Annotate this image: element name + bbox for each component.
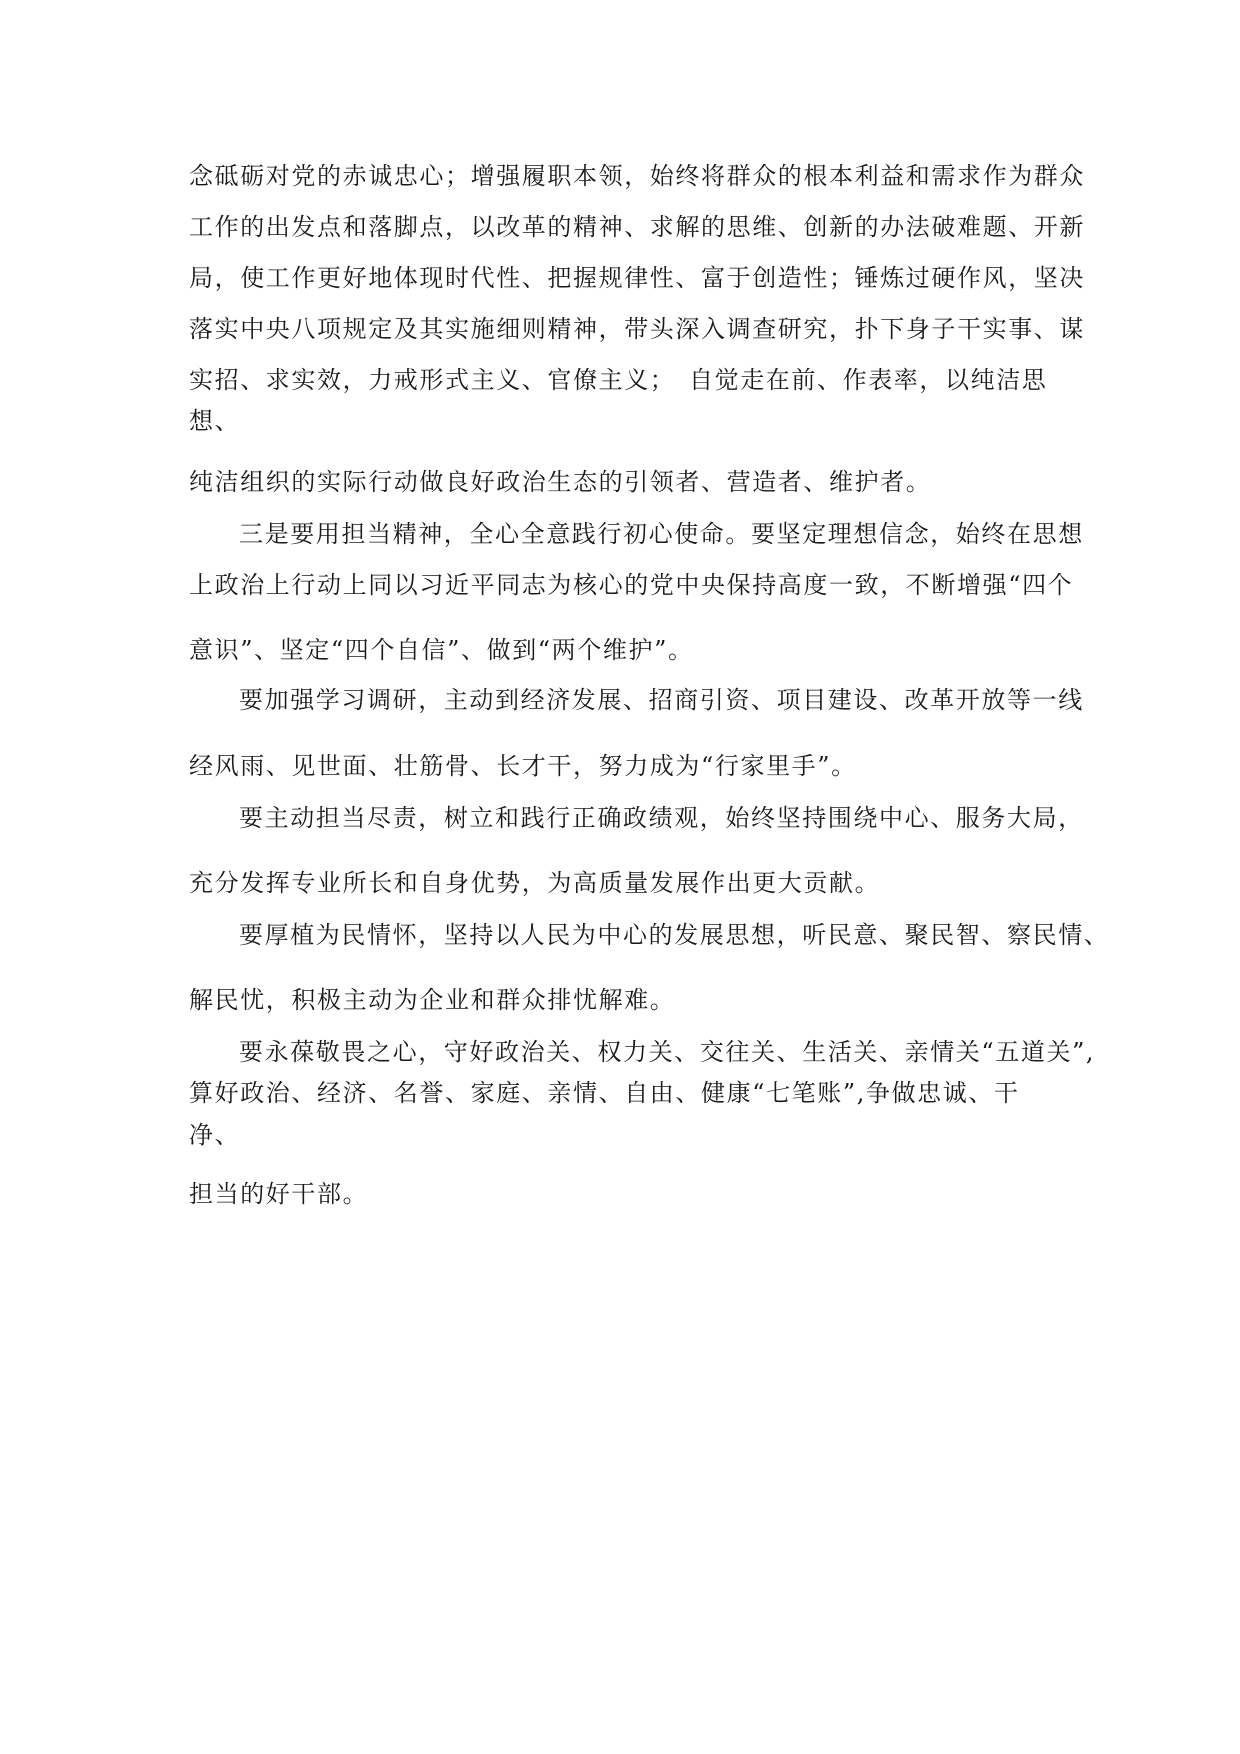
text-line: 实招、求实效，力戒形式主义、官僚主义； 自觉走在前、作表率，以纯洁思 (189, 366, 1048, 394)
text-line: 经风雨、见世面、壮筋骨、长才干，努力成为“行家里手”。 (189, 752, 857, 780)
text-line: 落实中央八项规定及其实施细则精神，带头深入调查研究，扑下身子干实事、谋 (189, 315, 1085, 343)
text-line: 念砥砺对党的赤诚忠心；增强履职本领，始终将群众的根本利益和需求作为群众 (189, 162, 1085, 190)
text-line: 要加强学习调研，主动到经济发展、招商引资、项目建设、改革开放等一线 (239, 686, 1084, 714)
text-line: 担当的好干部。 (189, 1180, 369, 1208)
text-line: 意识”、坚定“四个自信”、做到“两个维护”。 (189, 636, 694, 664)
text-line: 净、 (189, 1121, 241, 1149)
text-line: 要厚植为民情怀，坚持以人民为中心的发展思想，听民意、聚民智、察民情、 (239, 921, 1110, 949)
text-line: 纯洁组织的实际行动做良好政治生态的引领者、营造者、维护者。 (189, 468, 932, 496)
text-line: 要主动担当尽责，树立和践行正确政绩观，始终坚持围绕中心、服务大局， (239, 804, 1084, 832)
text-line: 算好政治、经济、名誉、家庭、亲情、自由、健康“七笔账”,争做忠诚、干 (189, 1079, 1020, 1107)
text-line: 要永葆敬畏之心，守好政治关、权力关、交往关、生活关、亲情关“五道关”, (239, 1038, 1096, 1066)
text-line: 上政治上行动上同以习近平同志为核心的党中央保持高度一致，不断增强“四个 (189, 571, 1074, 599)
text-line: 工作的出发点和落脚点，以改革的精神、求解的思维、创新的办法破难题、开新 (189, 213, 1085, 241)
text-line: 解民忧，积极主动为企业和群众排忧解难。 (189, 986, 676, 1014)
text-line: 局，使工作更好地体现时代性、把握规律性、富于创造性；锤炼过硬作风，坚决 (189, 264, 1085, 292)
text-line: 三是要用担当精神，全心全意践行初心使命。要坚定理想信念，始终在思想 (239, 520, 1084, 548)
text-line: 充分发挥专业所长和自身优势，为高质量发展作出更大贡献。 (189, 869, 881, 897)
text-line: 想、 (189, 407, 241, 435)
